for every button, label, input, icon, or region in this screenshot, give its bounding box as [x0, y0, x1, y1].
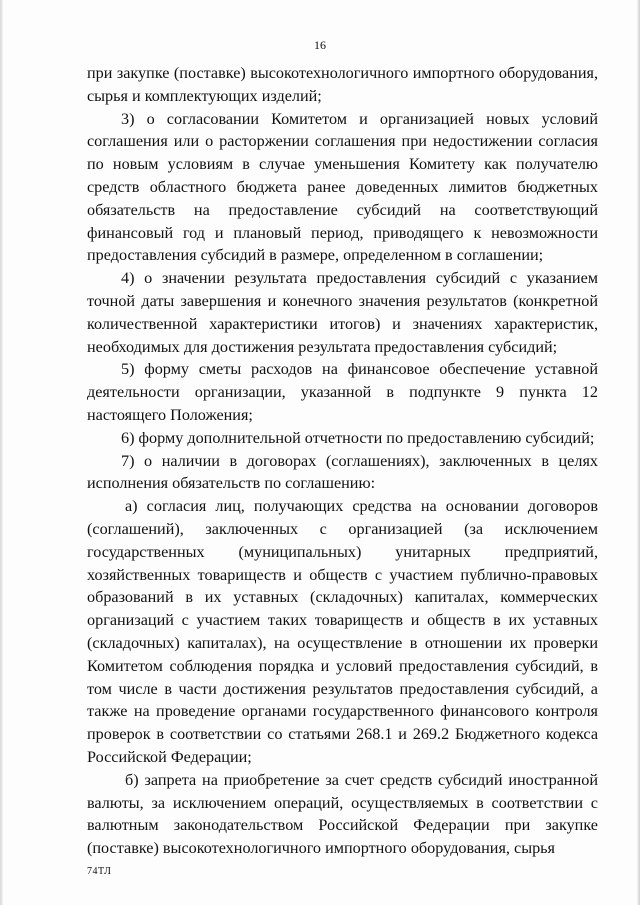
paragraph-subitem-a: а) согласия лиц, получающих средства на основании договоров (соглашений), заключенных с организацией (за исключением государственных (муниципальных) унитарных предприятий, хозяйственных товариществ и обществ с участием публично-правовых образований в их уставных (складочных) капиталах, коммерческих организаций с участием таких товариществ и обществ в их уставных (складочных) капиталах), на осуществление в отношении их проверки Комитетом соблюдения порядка и условий предоставления субсидий, в том числе в части достижения результатов предоставления субсидий, а также на проведение органами государственного финансового контроля проверок в соответствии со статьями 268.1 и 269.2 Бюджетного кодекса Российской Федерации; — [87, 497, 598, 766]
paragraph-item-3: 3) о согласовании Комитетом и организацией новых условий соглашения или о расторжении соглашения при недостижении согласия по новым условиям в случае уменьшения Комитету как получателю средств областного бюджета ранее доведенных лимитов бюджетных обязательств на предоставление субсидий на соответствующий финансовый год и плановый период, приводящего к невозможности предоставления субсидий в размере, определенном в соглашении; — [87, 109, 598, 265]
paragraph-item-5: 5) форму сметы расходов на финансовое обеспечение уставной деятельности организации, указанной в подпункте 9 пункта 12 настоящего Положения; — [87, 360, 598, 424]
paragraph-subitem-b: б) запрета на приобретение за счет средств субсидий иностранной валюты, за исключением операций, осуществляемых в соответствии с валютным законодательством Российской Федерации при закупке (поставке) высокотехнологичного импортного оборудования, сырья — [87, 770, 598, 858]
document-body — [87, 62, 598, 860]
page-edge-left — [0, 0, 3, 905]
paragraph-item-6: 6) форму дополнительной отчетности по предоставлению субсидий; — [121, 428, 595, 447]
footer-document-code: 74ТЛ — [87, 866, 112, 877]
paragraph-item-4: 4) о значении результата предоставления субсидий с указанием точной даты завершения и конечного значения результатов (конкретной количественной характеристики итогов) и значениях характеристик, необходимых для достижения результата предоставления субсидий; — [87, 269, 598, 356]
page-number: 16 — [314, 38, 326, 52]
paragraph-continuation: при закупке (поставке) высокотехнологичного импортного оборудования, сырья и комплектующих изделий; — [87, 64, 598, 105]
paragraph-item-7: 7) о наличии в договорах (соглашениях), заключенных в целях исполнения обязательств по соглашению: — [87, 451, 598, 493]
